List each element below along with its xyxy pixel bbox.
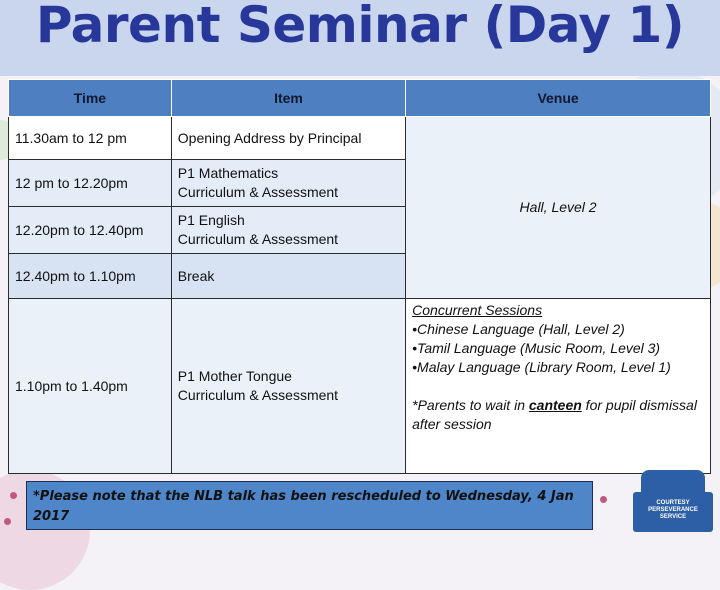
logo-text-service: SERVICE — [659, 514, 687, 520]
schedule-table — [8, 79, 711, 474]
item-cell — [171, 160, 405, 207]
column-header-item: Item — [171, 80, 405, 117]
concurrent-item: •Tamil Language (Music Room, Level 3) — [412, 340, 661, 356]
concurrent-heading: Concurrent Sessions — [412, 302, 543, 318]
concurrent-item: •Malay Language (Library Room, Level 1) — [412, 359, 671, 375]
table-row — [9, 117, 711, 160]
logo-text-courtesy: COURTESY — [656, 500, 690, 506]
school-logo — [633, 470, 713, 534]
column-header-venue: Venue — [406, 80, 711, 117]
logo-text-perseverance: PERSEVERANCE — [648, 507, 698, 513]
concurrent-item-text: Chinese Language (Hall, Level 2) — [417, 321, 625, 337]
time-cell: 1.10pm to 1.40pm — [9, 299, 172, 474]
time-cell: 11.30am to 12 pm — [9, 117, 172, 160]
background-dot — [10, 492, 17, 499]
table-row — [9, 299, 711, 474]
item-line: Opening Address by Principal — [177, 129, 362, 146]
item-cell — [171, 299, 405, 474]
concurrent-item: •Chinese Language (Hall, Level 2) — [412, 321, 625, 337]
title-band — [0, 0, 720, 76]
dismissal-note-suffix: for pupil dismissal after session — [412, 397, 697, 432]
item-line: Curriculum & Assessment — [177, 387, 339, 403]
item-line: Curriculum & Assessment — [177, 184, 339, 200]
time-cell: 12.20pm to 12.40pm — [9, 207, 172, 254]
table-header-row — [9, 80, 711, 117]
item-cell — [171, 117, 405, 160]
item-line: P1 Mathematics — [177, 165, 279, 181]
background-dot — [4, 518, 11, 525]
venue-cell-hall: Hall, Level 2 — [406, 117, 711, 299]
item-cell — [171, 254, 405, 299]
dismissal-note-prefix: *Parents to wait in — [412, 397, 529, 413]
item-cell — [171, 207, 405, 254]
background-dot — [600, 496, 607, 503]
dismissal-note — [412, 397, 697, 432]
dismissal-note-canteen: canteen — [528, 397, 582, 413]
item-line: P1 English — [177, 212, 245, 228]
logo-values-badge — [633, 492, 713, 532]
item-line: Curriculum & Assessment — [177, 231, 339, 247]
venue-cell-concurrent — [406, 299, 711, 474]
item-line: P1 Mother Tongue — [177, 368, 292, 384]
time-cell: 12.40pm to 1.10pm — [9, 254, 172, 299]
slide-title: Parent Seminar (Day 1) — [35, 0, 685, 54]
concurrent-item-text: Tamil Language (Music Room, Level 3) — [417, 340, 661, 356]
rescheduled-notice: *Please note that the NLB talk has been rescheduled to Wednesday, 4 Jan 2017 — [26, 481, 593, 530]
concurrent-item-text: Malay Language (Library Room, Level 1) — [417, 359, 671, 375]
time-cell: 12 pm to 12.20pm — [9, 160, 172, 207]
item-line: Break — [177, 267, 215, 284]
column-header-time: Time — [9, 80, 172, 117]
